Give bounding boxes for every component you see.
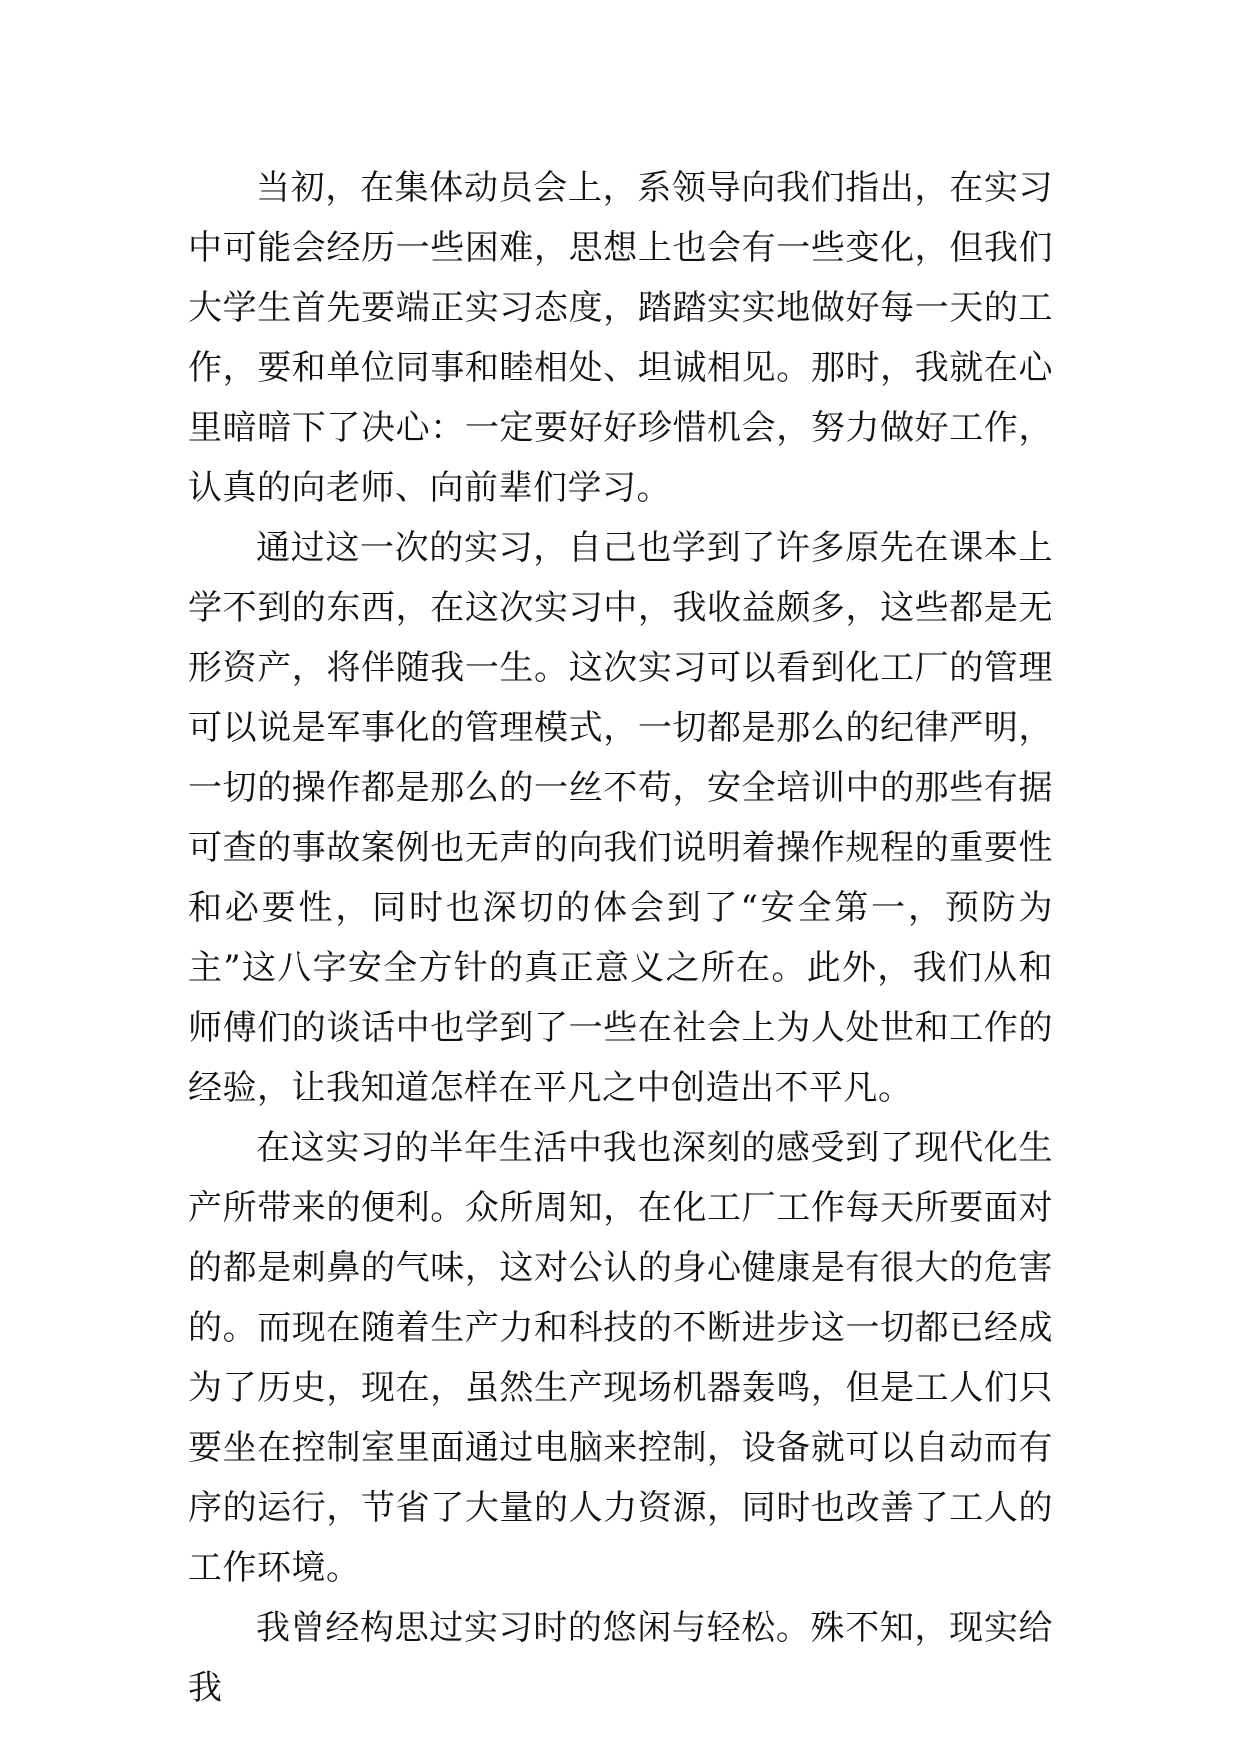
paragraph-1: 当初，在集体动员会上，系领导向我们指出，在实习中可能会经历一些困难，思想上也会有一些变化，但我们大学生首先要端正实习态度，踏踏实实地做好每一天的工作，要和单位同事和睦相处、坦诚相见。那时，我就在心里暗暗下了决心：一定要好好珍惜机会，努力做好工作，认真的向老师、向前辈们学习。 <box>188 168 1053 508</box>
document-body <box>188 158 1053 1718</box>
paragraph-3: 在这实习的半年生活中我也深刻的感受到了现代化生产所带来的便利。众所周知，在化工厂工作每天所要面对的都是刺鼻的气味，这对公认的身心健康是有很大的危害的。而现在随着生产力和科技的不断进步这一切都已经成为了历史，现在，虽然生产现场机器轰鸣，但是工人们只要坐在控制室里面通过电脑来控制，设备就可以自动而有序的运行，节省了大量的人力资源，同时也改善了工人的工作环境。 <box>188 1128 1053 1588</box>
paragraph-2: 通过这一次的实习，自己也学到了许多原先在课本上学不到的东西，在这次实习中，我收益颇多，这些都是无形资产，将伴随我一生。这次实习可以看到化工厂的管理可以说是军事化的管理模式，一切都是那么的纪律严明，一切的操作都是那么的一丝不苟，安全培训中的那些有据可查的事故案例也无声的向我们说明着操作规程的重要性和必要性，同时也深切的体会到了“安全第一，预防为主”这八字安全方针的真正意义之所在。此外，我们从和师傅们的谈话中也学到了一些在社会上为人处世和工作的经验，让我知道怎样在平凡之中创造出不平凡。 <box>188 528 1053 1108</box>
paragraph-4: 我曾经构思过实习时的悠闲与轻松。殊不知，现实给我 <box>188 1608 1053 1708</box>
